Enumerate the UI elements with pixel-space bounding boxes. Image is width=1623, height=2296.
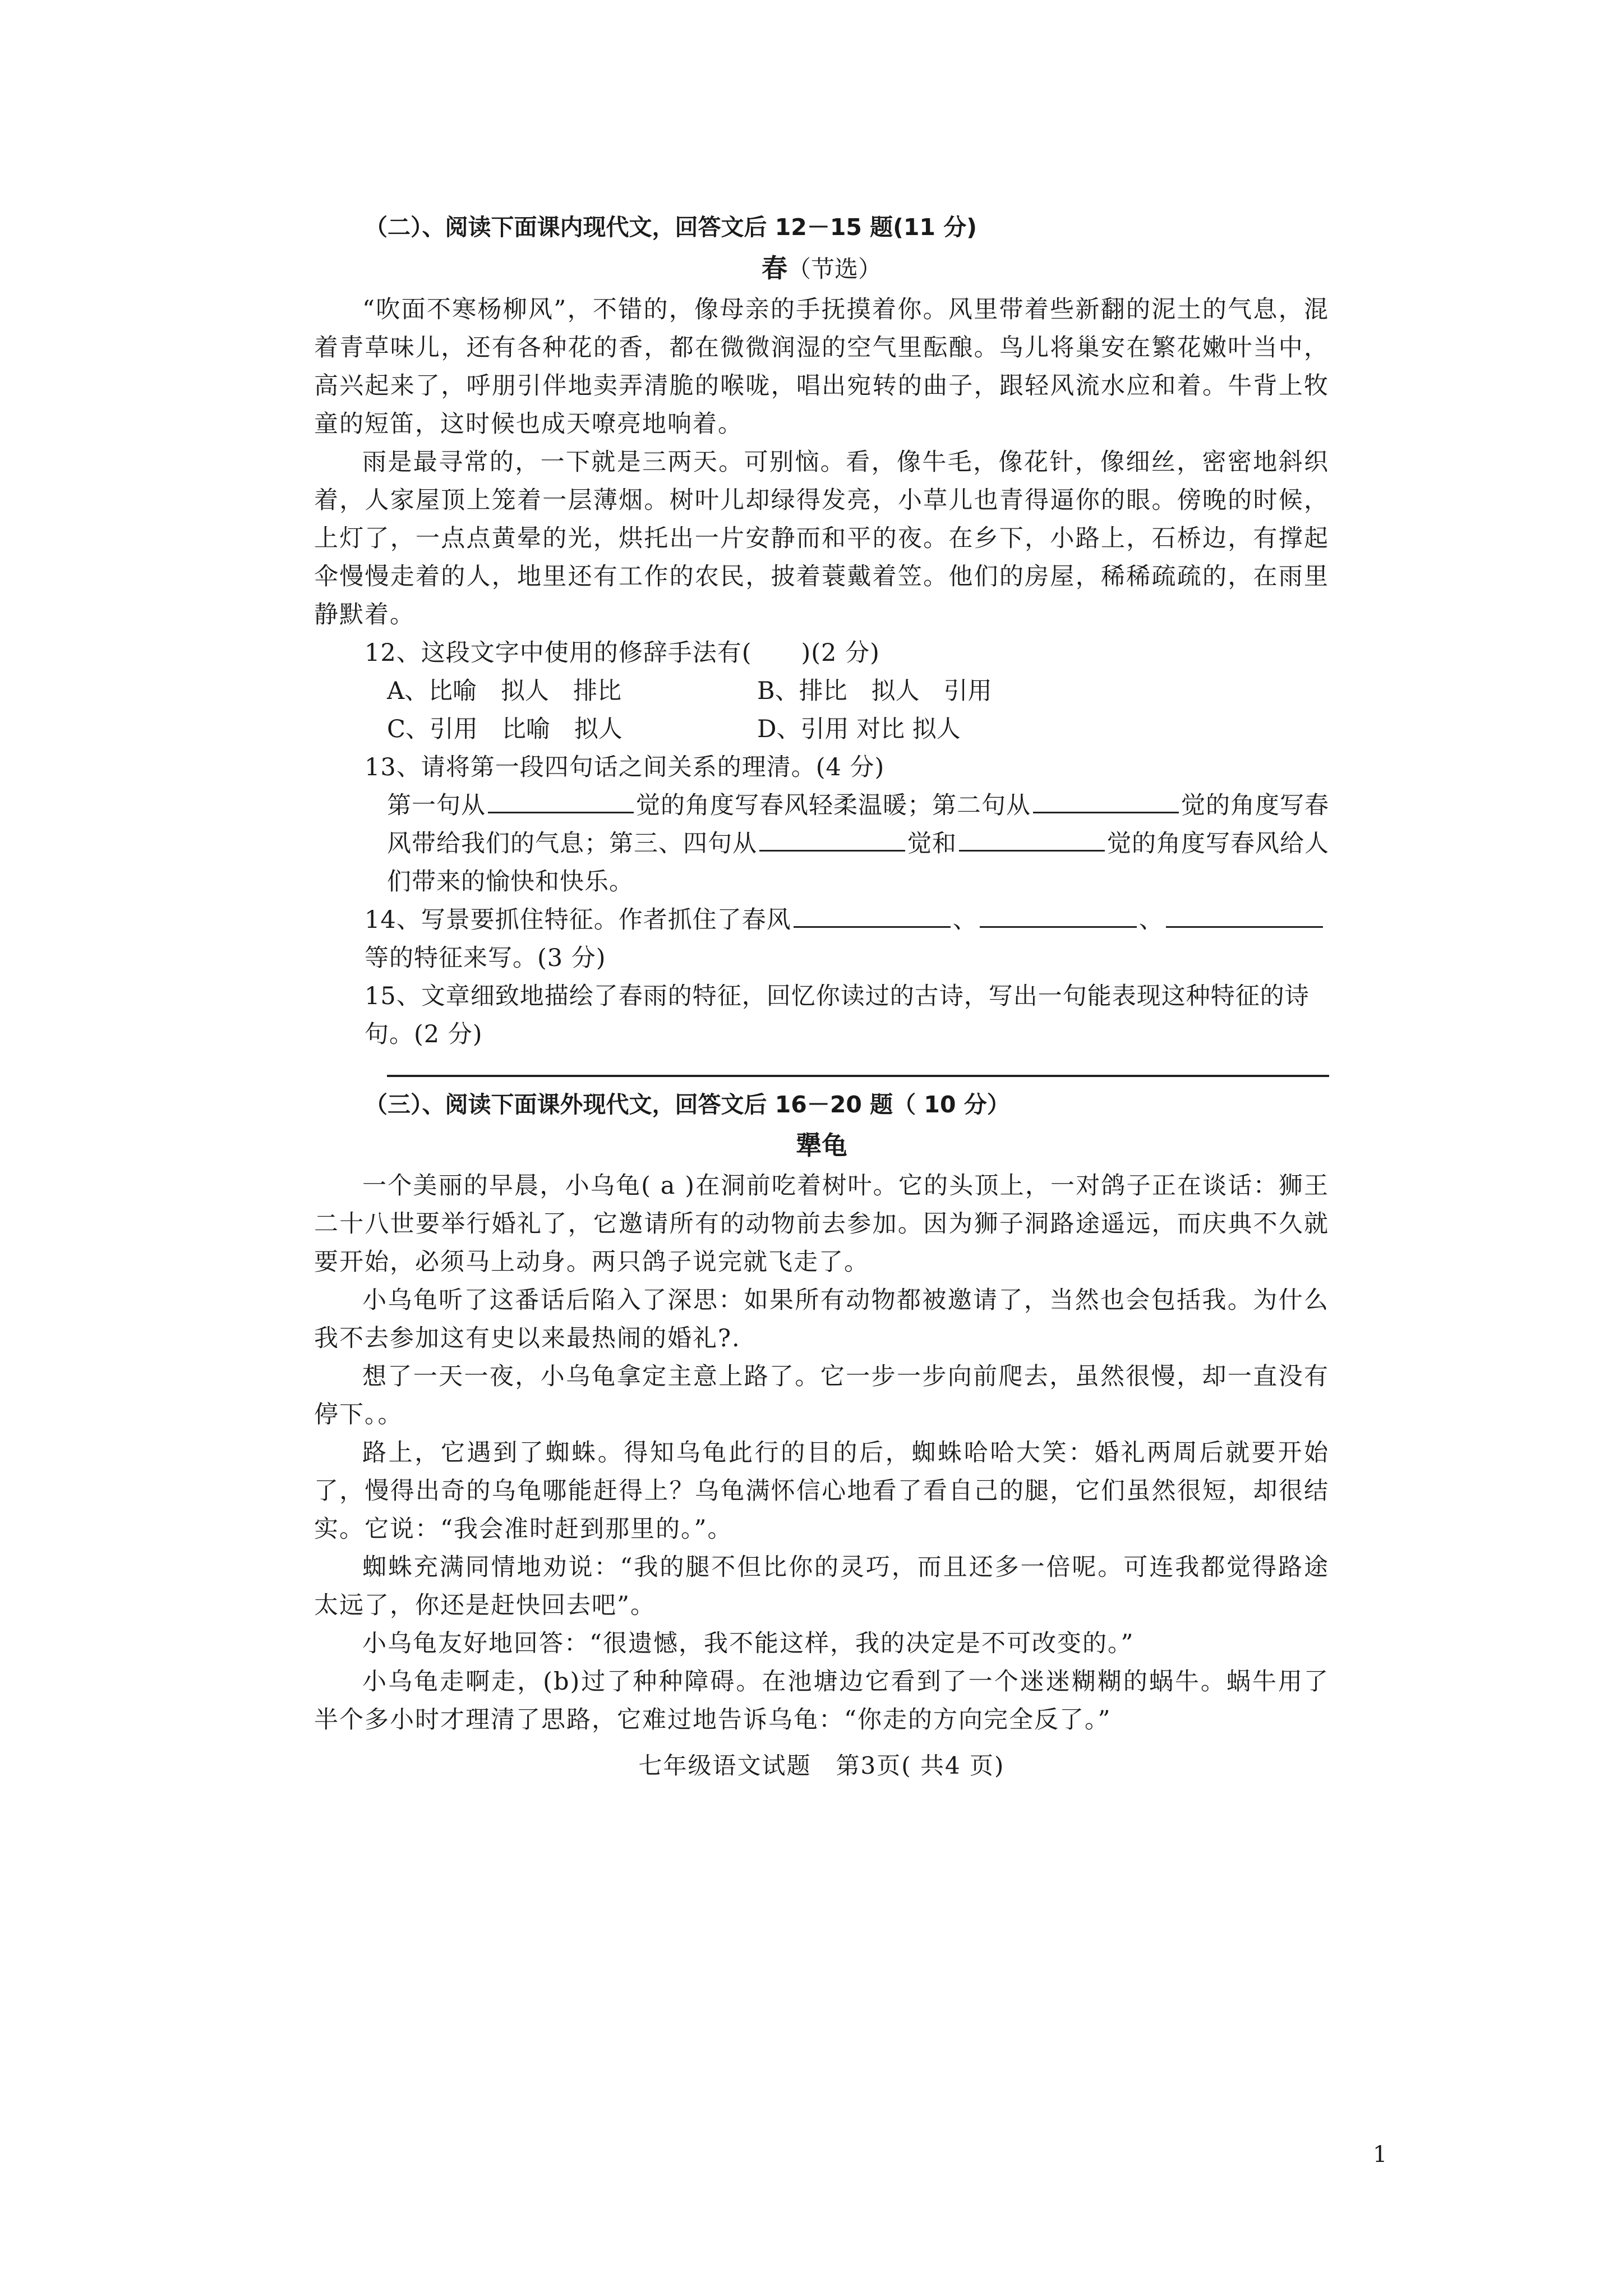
passage-paragraph: 一个美丽的早晨，小乌龟( a )在洞前吃着树叶。它的头顶上，一对鸽子正在谈话：狮王二十八世要举行婚礼了，它邀请所有的动物前去参加。因为狮子洞路途遥远，而庆典不久就要开始，必须马上动身。两只鸽子说完就飞走了。	[314, 1172, 1329, 1276]
exam-page	[314, 208, 1329, 1785]
question-12: 12、这段文字中使用的修辞手法有( )(2 分)	[365, 639, 880, 667]
passage-paragraph: “吹面不寒杨柳风”，不错的，像母亲的手抚摸着你。风里带着些新翻的泥土的气息，混着青草味儿，还有各种花的香，都在微微润湿的空气里酝酿。鸟儿将巢安在繁花嫩叶当中，高兴起来了，呼朋引伴地卖弄清脆的喉咙，唱出宛转的曲子，跟轻风流水应和着。牛背上牧童的短笛，这时候也成天嘹亮地响着。	[314, 296, 1329, 438]
q14-text: 14、写景要抓住特征。作者抓住了春风	[365, 906, 791, 934]
title-text: 春	[761, 253, 787, 283]
page-footer: 七年级语文试题 第3页( 共4 页)	[638, 1752, 1005, 1779]
answer-blank[interactable]	[1033, 789, 1179, 813]
question-15: 15、文章细致地描绘了春雨的特征，回忆你读过的古诗，写出一句能表现这种特征的诗句。(2 分)	[365, 982, 1310, 1048]
answer-line[interactable]	[387, 1075, 1329, 1077]
q13-text: 觉和	[907, 830, 957, 858]
passage-paragraph: 小乌龟听了这番话后陷入了深思：如果所有动物都被邀请了，当然也会包括我。为什么我不去参加这有史以来最热闹的婚礼?.	[314, 1286, 1329, 1352]
question-14	[314, 901, 1329, 977]
q13-text: 觉的角度写春风轻柔温暖；第二句从	[636, 792, 1031, 820]
passage-paragraph: 雨是最寻常的，一下就是三两天。可别恼。看，像牛毛，像花针，像细丝，密密地斜织着，人家屋顶上笼着一层薄烟。树叶儿却绿得发亮，小草儿也青得逼你的眼。傍晚的时候，上灯了，一点点黄晕的光，烘托出一片安静而和平的夜。在乡下，小路上，石桥边，有撑起伞慢慢走着的人，地里还有工作的农民，披着蓑戴着笠。他们的房屋，稀稀疏疏的，在雨里静默着。	[314, 448, 1329, 629]
question-13-body	[314, 786, 1329, 901]
q13-text: 觉的角度写春风带给我们的气息；第三、四句从	[387, 792, 1329, 858]
option-c[interactable]: C、引用 比喻 拟人	[387, 715, 623, 743]
q13-text: 第一句从	[387, 792, 486, 820]
answer-blank[interactable]	[959, 827, 1105, 852]
passage-title-spring	[314, 247, 1329, 291]
q14-text: 等的特征来写。(3 分)	[365, 944, 606, 972]
title-subtitle: （节选）	[787, 255, 882, 283]
passage-paragraph: 小乌龟走啊走，(b)过了种种障碍。在池塘边它看到了一个迷迷糊糊的蜗牛。蜗牛用了半个多小时才理清了思路，它难过地告诉乌龟：“你走的方向完全反了。”	[314, 1668, 1329, 1734]
q13-text: 觉的角度写春风给人们带来的愉快和快乐。	[387, 830, 1329, 896]
page-number: 1	[1373, 2142, 1387, 2168]
section-2-heading: （二）、阅读下面课内现代文，回答文后 12－15 题(11 分)	[365, 214, 977, 241]
option-b[interactable]: B、排比 拟人 引用	[757, 677, 992, 705]
passage-paragraph: 蜘蛛充满同情地劝说：“我的腿不但比你的灵巧，而且还多一倍呢。可连我都觉得路途太远了，你还是赶快回去吧”。	[314, 1553, 1329, 1619]
passage-paragraph: 想了一天一夜，小乌龟拿定主意上路了。它一步一步向前爬去，虽然很慢，却一直没有停下。。	[314, 1363, 1329, 1429]
q14-sep: 、	[1138, 906, 1164, 934]
answer-blank[interactable]	[759, 827, 905, 852]
answer-blank[interactable]	[1166, 904, 1323, 928]
answer-blank[interactable]	[488, 789, 634, 813]
section-3-heading: （三）、阅读下面课外现代文，回答文后 16－20 题（ 10 分）	[365, 1091, 1010, 1118]
q14-sep: 、	[952, 906, 978, 934]
passage-paragraph: 小乌龟友好地回答：“很遗憾，我不能这样，我的决定是不可改变的。”	[362, 1630, 1135, 1658]
option-a[interactable]: A、比喻 拟人 排比	[387, 677, 622, 705]
question-13: 13、请将第一段四句话之间关系的理清。(4 分)	[365, 753, 885, 781]
question-12-options	[314, 672, 1329, 748]
option-d[interactable]: D、引用 对比 拟人	[757, 715, 961, 743]
answer-blank[interactable]	[794, 904, 951, 928]
passage-title-turtle: 犟龟	[796, 1130, 847, 1161]
answer-blank[interactable]	[980, 904, 1137, 928]
passage-paragraph: 路上，它遇到了蜘蛛。得知乌龟此行的目的后，蜘蛛哈哈大笑：婚礼两周后就要开始了，慢得出奇的乌龟哪能赶得上？乌龟满怀信心地看了看自己的腿，它们虽然很短，却很结实。它说：“我会准时赶到那里的。”。	[314, 1439, 1329, 1543]
